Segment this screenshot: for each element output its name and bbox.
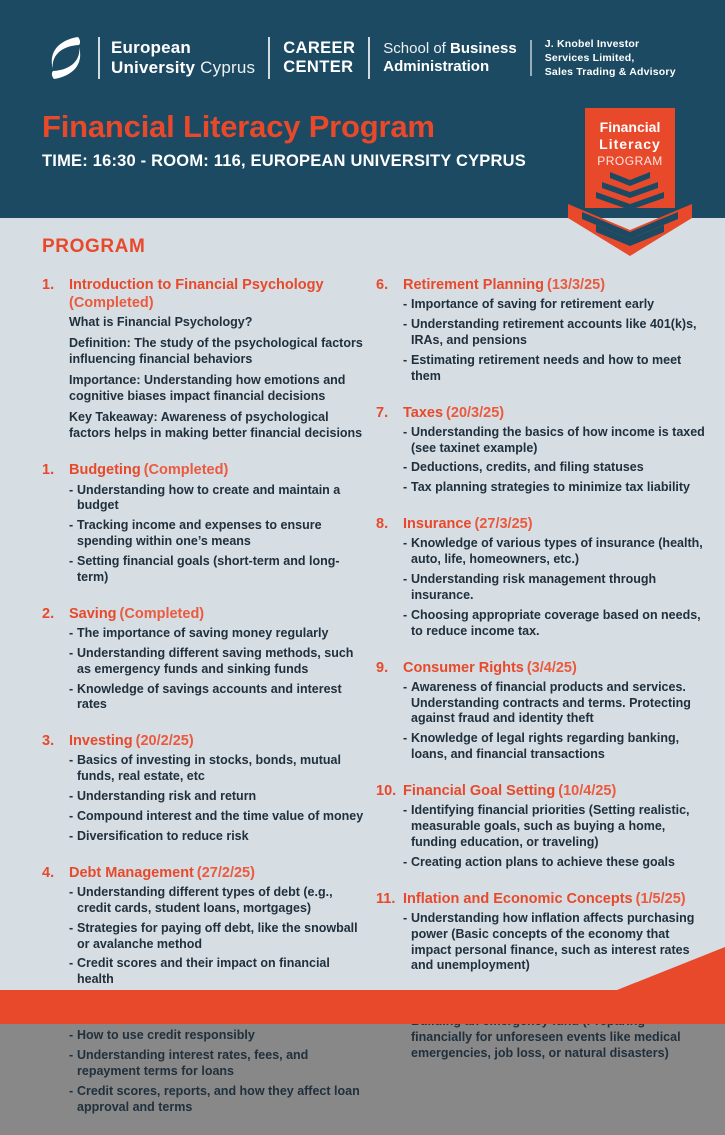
bullet-dash: - [69, 809, 74, 823]
detail-text: Understanding how to create and maintain a budget [77, 482, 341, 513]
program-item-title [69, 605, 364, 623]
program-item-status: (Completed) [143, 462, 229, 479]
bullet-dash: - [69, 956, 74, 971]
school-line2: Administration [383, 58, 490, 75]
detail-text: Understanding different types of debt (e.g., credit cards, student loans, mortgages) [77, 884, 333, 915]
program-item-detail [403, 353, 707, 385]
divider [368, 37, 370, 79]
program-item-status: (Completed) [69, 295, 154, 312]
program-item-body [403, 404, 707, 501]
sponsor-line3: Sales Trading & Advisory [544, 66, 676, 79]
program-item [376, 782, 707, 875]
school-of-business-logo [383, 40, 516, 76]
footer-bar [0, 990, 725, 1024]
program-item-status: (1/5/25) [635, 890, 686, 907]
program-item-detail [69, 373, 364, 405]
euc-logo [45, 36, 255, 80]
program-item-title-text: Introduction to Financial Psychology [69, 277, 324, 293]
sponsor-line1: J. Knobel Investor [544, 37, 640, 50]
program-item-title [69, 732, 364, 750]
program-item-number: 3. [42, 733, 55, 750]
program-item-detail [69, 626, 364, 642]
program-item-title [69, 864, 364, 882]
program-item-status: (20/3/25) [446, 404, 505, 421]
program-item-detail [69, 789, 364, 805]
program-item-title [403, 782, 707, 800]
detail-text: Importance: Understanding how emotions and cognitive biases impact financial decisions [69, 372, 346, 403]
program-item-details [69, 315, 364, 441]
detail-text: Definition: The study of the psychological factors influencing financial behaviors [69, 336, 363, 366]
program-item [376, 515, 707, 643]
program-item-detail [403, 460, 707, 476]
program-item-details [69, 1028, 364, 1115]
detail-text: Knowledge of legal rights regarding banking, loans, and financial transactions [411, 731, 680, 762]
program-item-number [42, 1007, 69, 1120]
bullet-dash: - [403, 679, 408, 694]
career-line2: CENTER [283, 58, 354, 76]
divider [268, 37, 270, 79]
program-item-detail [403, 855, 707, 871]
program-item-detail [69, 921, 364, 953]
program-item-status: (Completed) [119, 605, 205, 622]
bullet-dash: - [69, 920, 74, 935]
detail-text: Understanding interest rates, fees, and repayment terms for loans [77, 1048, 309, 1078]
bullet-dash: - [403, 731, 408, 746]
bullet-dash: - [69, 518, 74, 533]
bullet-dash: - [403, 297, 408, 312]
program-item-number: 7. [376, 404, 389, 421]
program-item-number: 6. [376, 277, 389, 293]
program-item-number: 2. [42, 605, 55, 622]
program-item-details [69, 885, 364, 988]
detail-text: Basics of investing in stocks, bonds, mutual funds, real estate, etc [77, 753, 341, 784]
badge-ribbon [568, 204, 692, 256]
program-item [42, 276, 364, 446]
detail-text: Identifying financial priorities (Setting realistic, measurable goals, such as buying a home, funding education, or traveling) [411, 803, 690, 849]
bullet-dash: - [69, 1028, 74, 1043]
bullet-dash: - [403, 607, 408, 622]
detail-text: Understanding how inflation affects purchasing power (Basic concepts of the economy that impact personal finance, such as interest rates and unemployment) [411, 910, 695, 973]
program-item-detail [403, 536, 707, 568]
detail-text: Credit scores, reports, and how they affect loan approval and terms [77, 1083, 360, 1114]
program-item-detail [69, 646, 364, 678]
detail-text: Credit scores and their impact on financial health [77, 956, 330, 987]
program-item-number: 9. [376, 659, 389, 676]
program-item-status: (27/3/25) [474, 516, 533, 533]
euc-logo-text [111, 38, 255, 78]
program-item-detail [403, 297, 707, 313]
program-item-title-text: Budgeting [69, 462, 141, 479]
detail-text: Understanding retirement accounts like 401(k)s, IRAs, and pensions [411, 317, 697, 347]
page-title: Financial Literacy Program [42, 109, 435, 144]
program-item-title-text: Saving [69, 605, 117, 622]
program-item [42, 605, 364, 718]
detail-text: How to use credit responsibly [77, 1028, 255, 1043]
program-item-status: (3/4/25) [526, 659, 577, 676]
program-item-detail [69, 315, 364, 331]
school-line1: School of Business [383, 40, 517, 57]
time-room-subtitle: TIME: 16:30 - ROOM: 116, EUROPEAN UNIVERSITY CYPRUS [42, 152, 526, 170]
program-section [0, 218, 725, 1114]
financial-literacy-badge [568, 108, 692, 258]
program-item-detail [403, 480, 707, 496]
program-item-title [69, 461, 364, 479]
program-item-number: 1. [42, 277, 55, 293]
program-item [376, 404, 707, 501]
bullet-dash: - [403, 854, 408, 869]
program-item-detail [69, 518, 364, 550]
program-item-title [403, 890, 707, 908]
program-item-title-text: Consumer Rights [403, 659, 524, 676]
program-item-status: (20/2/25) [135, 733, 194, 750]
program-item-detail [69, 1084, 364, 1116]
bullet-dash: - [69, 645, 74, 660]
detail-text: Compound interest and the time value of money [77, 809, 364, 823]
detail-text: Understanding different saving methods, such as emergency funds and sinking funds [77, 645, 354, 676]
program-item-body [403, 276, 707, 389]
bullet-dash: - [403, 803, 408, 818]
program-item-status: (10/4/25) [558, 783, 617, 799]
detail-text: What is Financial Psychology? [69, 315, 253, 330]
program-item-details [403, 297, 707, 384]
program-item-details [403, 536, 707, 639]
program-item-body [69, 605, 364, 718]
euc-name-line1: European [111, 37, 192, 57]
program-item-detail [403, 731, 707, 763]
program-item-title [403, 659, 707, 677]
bullet-dash: - [403, 572, 408, 586]
program-item-title [403, 404, 707, 422]
program-item-detail [69, 885, 364, 917]
program-item-detail [69, 410, 364, 442]
bullet-dash: - [403, 910, 408, 925]
program-item-number: 4. [42, 864, 55, 881]
detail-text: Tax planning strategies to minimize tax liability [411, 480, 690, 495]
detail-text: Key Takeaway: Awareness of psychological factors helps in making better financial decisions [69, 409, 363, 440]
euc-swirl-icon [45, 36, 87, 80]
program-item-detail [69, 1028, 364, 1044]
program-item-detail [403, 317, 707, 349]
bullet-dash: - [69, 789, 74, 804]
program-item-status: (27/2/25) [196, 864, 255, 881]
program-item [42, 864, 364, 992]
detail-text: Diversification to reduce risk [77, 828, 249, 843]
bullet-dash: - [69, 1048, 74, 1063]
detail-text: Understanding the basics of how income is taxed (see taxinet example) [411, 424, 705, 455]
detail-text: The importance of saving money regularly [77, 625, 329, 640]
divider [98, 37, 100, 79]
program-item-detail [69, 336, 364, 368]
detail-text: Understanding risk management through insurance. [411, 572, 657, 602]
program-item-title [403, 276, 707, 294]
program-item-detail [403, 572, 707, 604]
program-item-details [403, 680, 707, 763]
program-item-detail [403, 608, 707, 640]
program-item-body [69, 276, 364, 446]
career-line1: CAREER [283, 39, 356, 58]
program-item-detail [69, 682, 364, 714]
bullet-dash: - [69, 753, 74, 768]
program-item-detail [403, 680, 707, 728]
program-item-detail [69, 809, 364, 825]
bullet-dash: - [403, 480, 408, 495]
program-item-details [69, 626, 364, 713]
program-item-detail [69, 956, 364, 988]
bullet-dash: - [69, 884, 74, 899]
badge-line1: Financial [599, 119, 661, 135]
program-item [376, 659, 707, 768]
program-item-title-text: Debt Management [69, 864, 194, 881]
detail-text: Creating action plans to achieve these goals [411, 854, 675, 869]
program-item [42, 732, 364, 849]
program-item-body [69, 461, 364, 589]
divider [530, 40, 532, 76]
program-item-status: (13/3/25) [547, 277, 606, 293]
program-item-number: 10. [376, 783, 397, 799]
bullet-dash: - [69, 482, 74, 497]
program-item [42, 1007, 364, 1120]
badge-line3: PROGRAM [597, 154, 663, 168]
bullet-dash: - [403, 352, 408, 367]
program-item-title [69, 276, 364, 312]
bullet-dash: - [69, 554, 74, 568]
bullet-dash: - [403, 536, 408, 551]
program-item-detail [69, 753, 364, 785]
program-item-title-text: Insurance [403, 516, 472, 533]
program-item-body [69, 1007, 364, 1120]
program-item-body [403, 782, 707, 875]
detail-text: Understanding risk and return [77, 789, 257, 804]
footer-wedge-shape [617, 947, 725, 990]
program-item-body [403, 515, 707, 643]
sponsor-text [545, 37, 676, 80]
program-item-detail [69, 554, 364, 586]
detail-text: Choosing appropriate coverage based on needs, to reduce income tax. [411, 607, 701, 638]
detail-text: Tracking income and expenses to ensure spending within one’s means [77, 518, 322, 549]
program-item-body [69, 732, 364, 849]
program-item-detail [403, 425, 707, 457]
program-item-title-text: Taxes [403, 404, 444, 421]
program-item-number: 1. [42, 462, 55, 479]
program-item-title-text: Investing [69, 733, 133, 750]
program-item [376, 276, 707, 389]
program-item [42, 461, 364, 589]
program-item-details [69, 483, 364, 586]
program-item-detail [69, 829, 364, 845]
detail-text: Awareness of financial products and services. Understanding contracts and terms. Protecting against fraud and identity theft [411, 679, 691, 726]
detail-text: Knowledge of various types of insurance (health, auto, life, homeowners, etc.) [411, 536, 703, 567]
program-item-details [69, 753, 364, 844]
detail-text: Estimating retirement needs and how to meet them [411, 352, 682, 383]
program-item-title [403, 515, 707, 533]
sponsor-line2: Services Limited, [544, 51, 635, 64]
program-item-title-text: Financial Goal Setting [403, 783, 556, 799]
bullet-dash: - [403, 424, 408, 439]
program-item-title-text: Inflation and Economic Concepts [403, 890, 633, 907]
bullet-dash: - [69, 1083, 74, 1098]
program-item-title-text: Retirement Planning [403, 277, 544, 293]
bullet-dash: - [403, 317, 408, 331]
program-item-details [403, 425, 707, 497]
detail-text: Knowledge of savings accounts and interest rates [77, 681, 342, 712]
bullet-dash: - [69, 625, 74, 640]
program-item-number: 11. [376, 890, 396, 907]
program-item-number: 8. [376, 516, 389, 533]
program-item-detail [403, 803, 707, 851]
detail-text: Deductions, credits, and filing statuses [411, 460, 644, 475]
program-heading: PROGRAM [42, 236, 146, 257]
program-item-detail [69, 483, 364, 515]
program-item-body [403, 659, 707, 768]
bullet-dash: - [69, 681, 74, 696]
euc-name-line2: University Cyprus [111, 58, 256, 77]
program-item-body [69, 864, 364, 992]
bullet-dash: - [69, 828, 74, 843]
logo-row [0, 0, 725, 80]
detail-text: Setting financial goals (short-term and long-term) [77, 554, 340, 584]
badge-line2: Literacy [599, 136, 661, 152]
bullet-dash: - [403, 460, 408, 475]
program-item-details [403, 803, 707, 871]
detail-text: financially for unforeseen events like medical emergencies, job loss, or natural disasters) [411, 1030, 681, 1061]
program-item-detail [69, 1048, 364, 1080]
detail-text: Strategies for paying off debt, like the snowball or avalanche method [77, 920, 358, 951]
career-center-logo [283, 39, 355, 77]
detail-text: Importance of saving for retirement early [411, 297, 655, 312]
